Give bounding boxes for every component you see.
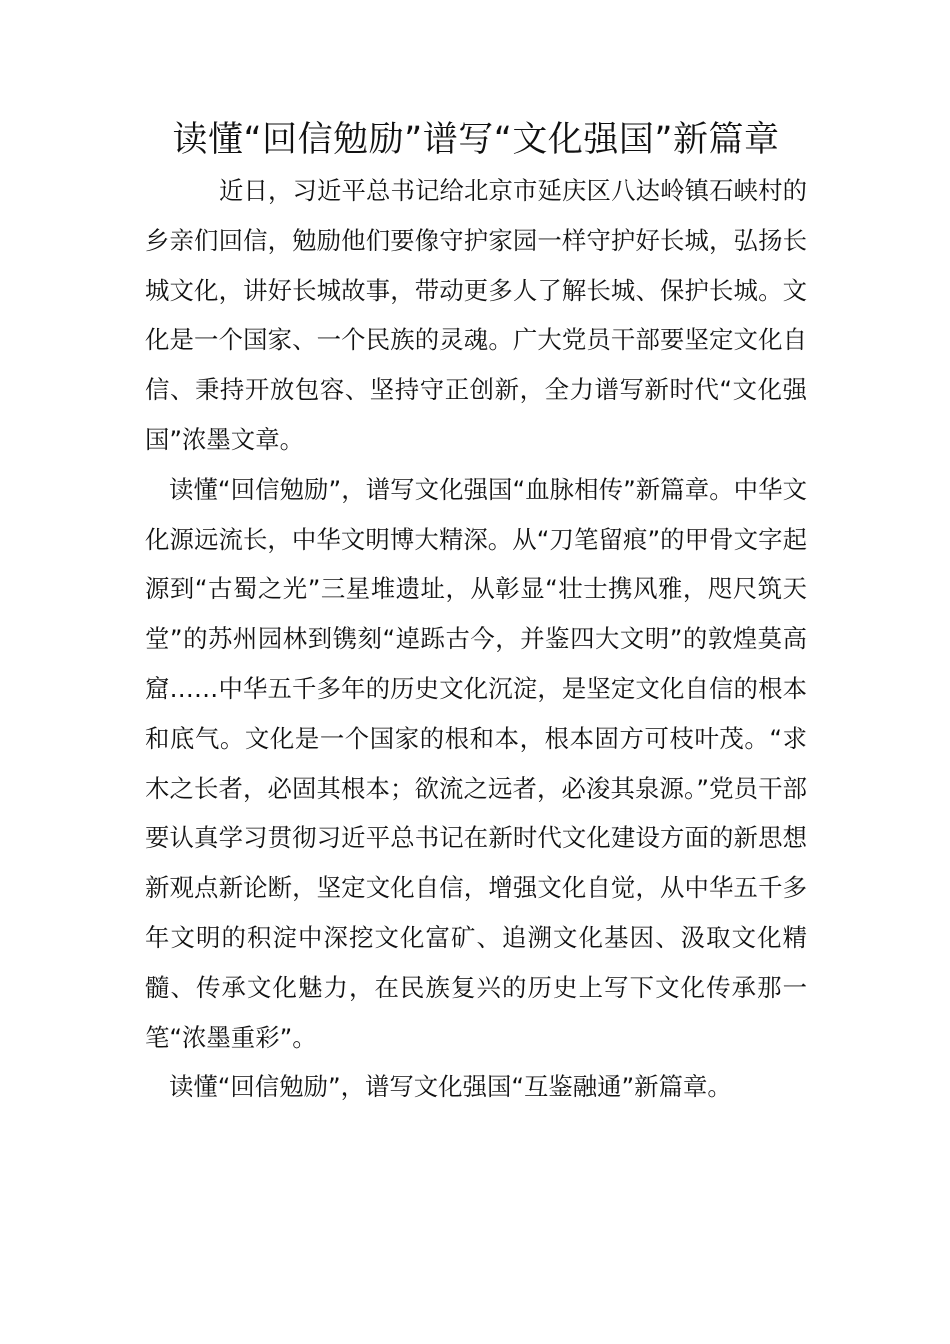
paragraph-heritage: 读懂“回信勉励”，谱写文化强国“血脉相传”新篇章。中华文化源远流长，中华文明博大精深。从“刀笔留痕”的甲骨文字起源到“古蜀之光”三星堆遗址，从彰显“壮士携风雅，咫尺筑天堂”的苏州园林到镌刻“逴跞古今，并鉴四大文明”的敦煌莫高窟……中华五千多年的历史文化沉淀，是坚定文化自信的根本和底气。文化是一个国家的根和本，根本固方可枝叶茂。“求木之长者，必固其根本；欲流之远者，必浚其泉源。”党员干部要认真学习贯彻习近平总书记在新时代文化建设方面的新思想新观点新论断，坚定文化自信，增强文化自觉，从中华五千多年文明的积淀中深挖文化富矿、追溯文化基因、汲取文化精髓、传承文化魅力，在民族复兴的历史上写下文化传承那一笔“浓墨重彩”。 bbox=[145, 474, 807, 1052]
document-page bbox=[145, 118, 807, 1112]
paragraph-intro: 近日，习近平总书记给北京市延庆区八达岭镇石峡村的乡亲们回信，勉励他们要像守护家园一样守护好长城，弘扬长城文化，讲好长城故事，带动更多人了解长城、保护长城。文化是一个国家、一个民族的灵魂。广大党员干部要坚定文化自信、秉持开放包容、坚持守正创新，全力谱写新时代“文化强国”浓墨文章。 bbox=[145, 176, 807, 454]
document-title: 读懂“回信勉励”谱写“文化强国”新篇章 bbox=[172, 120, 780, 160]
paragraph-exchange: 读懂“回信勉励”，谱写文化强国“互鉴融通”新篇章。 bbox=[169, 1072, 732, 1102]
